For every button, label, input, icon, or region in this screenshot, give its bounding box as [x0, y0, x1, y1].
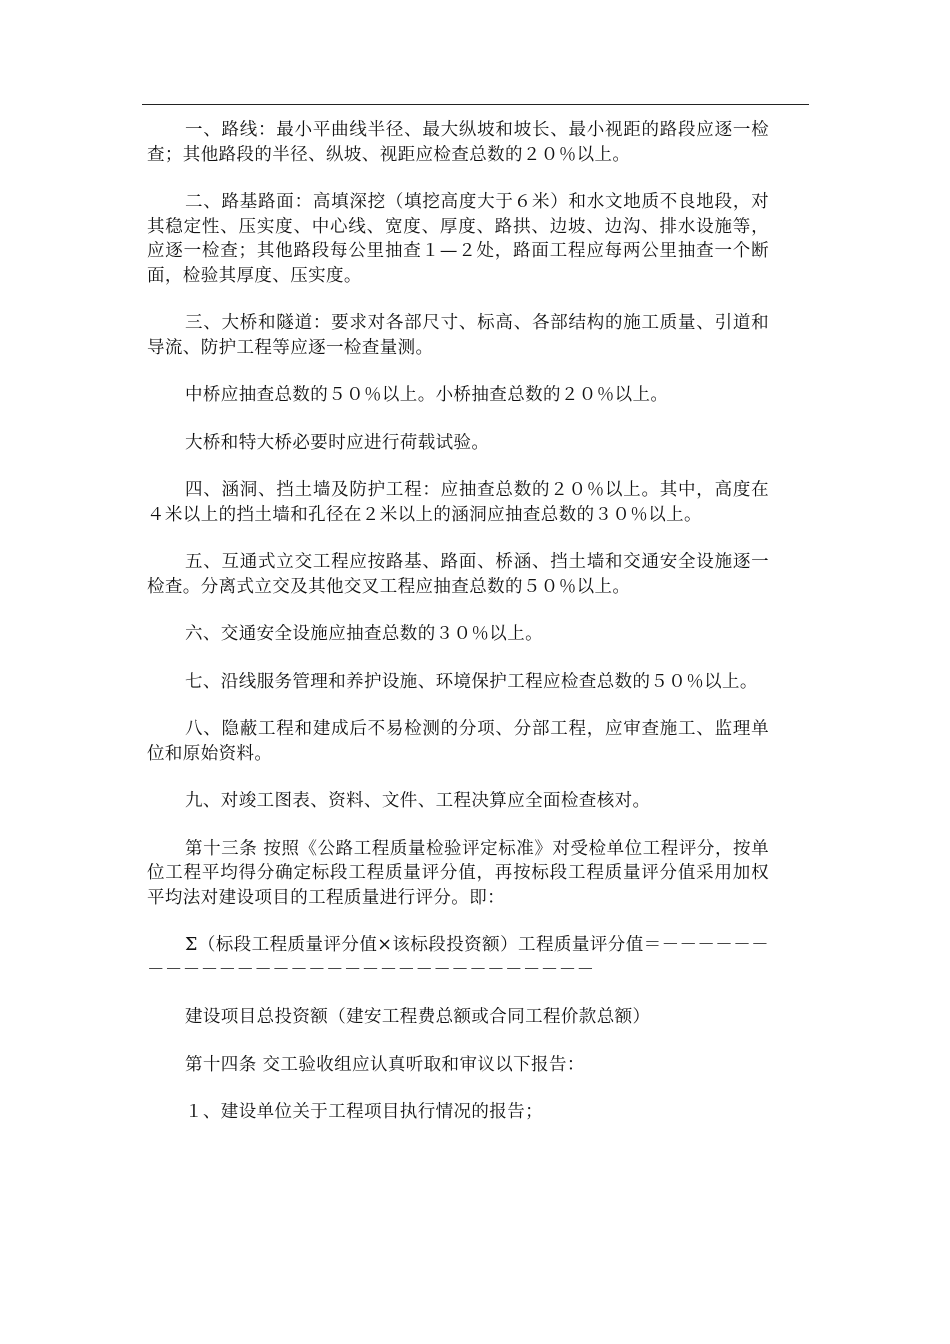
paragraph-article-13: 第十三条 按照《公路工程质量检验评定标准》对受检单位工程评分，按单位工程平均得分确定标段工程质量评分值，再按标段工程质量评分值采用加权平均法对建设项目的工程质量进行评分。即： — [147, 838, 769, 908]
paragraph-culverts: 四、涵洞、挡土墙及防护工程：应抽查总数的２０％以上。其中，高度在４米以上的挡土墙和孔径在２米以上的涵洞应抽查总数的３０％以上。 — [147, 480, 769, 525]
paragraph-traffic-safety: 六、交通安全设施应抽查总数的３０％以上。 — [185, 624, 543, 644]
paragraph-concealed-works: 八、隐蔽工程和建成后不易检测的分项、分部工程，应审查施工、监理单位和原始资料。 — [147, 719, 769, 764]
paragraph-load-test: 大桥和特大桥必要时应进行荷载试验。 — [185, 432, 490, 453]
paragraph-interchanges: 五、互通式立交工程应按路基、路面、桥涵、挡土墙和交通安全设施逐一检查。分离式立交及其他交叉工程应抽查总数的５０％以上。 — [147, 552, 769, 597]
paragraph-item-1: １、建设单位关于工程项目执行情况的报告； — [185, 1102, 543, 1122]
paragraph-completion-drawings: 九、对竣工图表、资料、文件、工程决算应全面检查核对。 — [185, 791, 651, 811]
document-body — [147, 118, 769, 1148]
paragraph-route: 一、路线：最小平曲线半径、最大纵坡和坡长、最小视距的路段应逐一检查；其他路段的半径、纵坡、视距应检查总数的２０％以上。 — [147, 120, 769, 165]
paragraph-formula-numerator: Σ（标段工程质量评分值×该标段投资额）工程质量评分值＝－－－－－－－－－－－－－－－－－－－－－－－－－－－－－－－ — [147, 935, 769, 980]
paragraph-service-facilities: 七、沿线服务管理和养护设施、环境保护工程应检查总数的５０％以上。 — [185, 671, 758, 692]
paragraph-medium-bridges: 中桥应抽查总数的５０％以上。小桥抽查总数的２０％以上。 — [185, 385, 669, 405]
paragraph-bridges-tunnels: 三、大桥和隧道：要求对各部尺寸、标高、各部结构的施工质量、引道和导流、防护工程等应逐一检查量测。 — [147, 313, 769, 358]
paragraph-article-14: 第十四条 交工验收组应认真听取和审议以下报告： — [185, 1054, 585, 1075]
paragraph-subgrade-pavement: 二、路基路面：高填深挖（填挖高度大于６米）和水文地质不良地段，对其稳定性、压实度、中心线、宽度、厚度、路拱、边坡、边沟、排水设施等，应逐一检查；其他路段每公里抽查１—２处，路面工程应每两公里抽查一个断面，检验其厚度、压实度。 — [147, 192, 769, 286]
paragraph-formula-denominator: 建设项目总投资额（建安工程费总额或合同工程价款总额） — [185, 1007, 651, 1027]
header-rule — [142, 104, 809, 105]
